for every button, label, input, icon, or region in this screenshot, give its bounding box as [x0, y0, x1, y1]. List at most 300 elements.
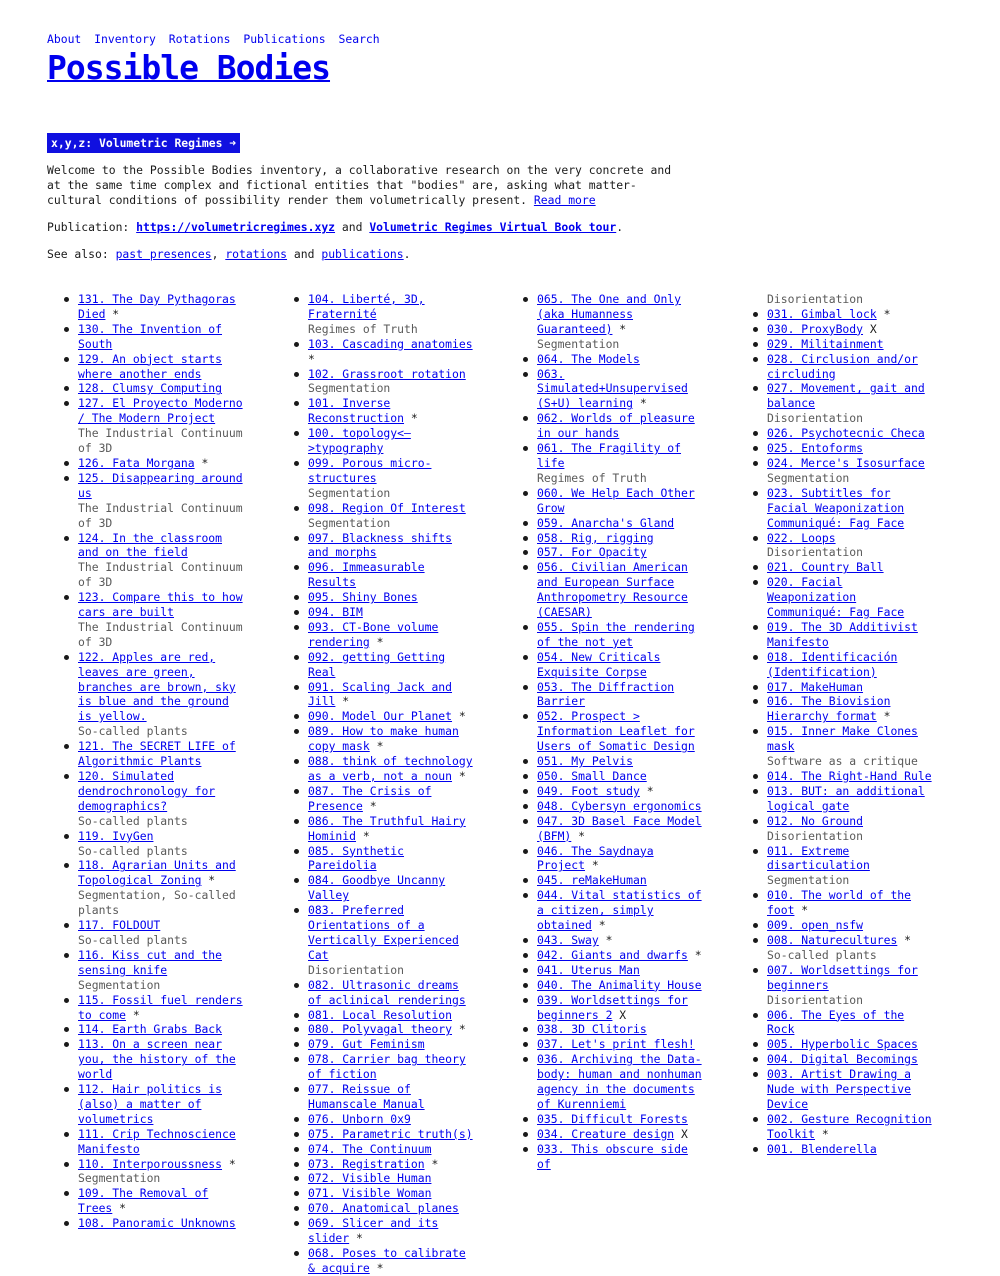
inventory-entry-link[interactable]: 124. In the classroom and on the field	[78, 530, 223, 560]
inventory-entry-link[interactable]: 108. Panoramic Unknowns	[78, 1216, 236, 1231]
inventory-entry-link[interactable]: 081. Local Resolution	[308, 1007, 453, 1022]
list-item	[78, 650, 247, 739]
list-item	[308, 1127, 477, 1142]
inventory-entry-link[interactable]: 010. The world of the foot	[767, 888, 912, 918]
inventory-entry-link[interactable]: 028. Circlusion and/or circluding	[767, 351, 918, 381]
inventory-entry-link[interactable]: 129. An object starts where another ends	[78, 351, 223, 381]
list-item	[78, 1082, 247, 1127]
intro-paragraph	[47, 163, 687, 208]
inventory-column-1	[47, 292, 247, 1231]
inventory-entry-link[interactable]: 022. Loops	[767, 530, 836, 545]
inventory-entry-link[interactable]: 074. The Continuum	[308, 1141, 432, 1156]
entry-marker: *	[105, 306, 120, 321]
inventory-entry-link[interactable]: 029. Militainment	[767, 336, 884, 351]
inventory-entry-link[interactable]: 065. The One and Only (aka Humanness Guaranteed)	[537, 292, 682, 336]
volumetric-regimes-banner[interactable]: x,y,z: Volumetric Regimes ➜	[47, 133, 240, 153]
inventory-entry-link[interactable]: 093. CT-Bone volume rendering	[308, 619, 439, 649]
inventory-entry-link[interactable]: 088. think of technology as a verb, not a noun	[308, 754, 473, 783]
inventory-list	[277, 292, 477, 1276]
entry-marker: X	[863, 321, 877, 336]
list-item	[537, 993, 706, 1023]
inventory-entry-link[interactable]: 030. ProxyBody	[767, 321, 864, 336]
list-item	[767, 1142, 936, 1157]
list-item	[767, 963, 936, 1008]
publications-link[interactable]: publications	[321, 247, 404, 261]
list-item	[537, 1037, 706, 1052]
list-item	[767, 724, 936, 769]
entry-marker: *	[876, 709, 891, 724]
list-item	[537, 799, 706, 814]
list-item	[537, 1052, 706, 1112]
entry-marker: *	[335, 694, 350, 709]
list-item	[308, 1157, 477, 1172]
list-item	[308, 1022, 477, 1037]
inventory-entry-link[interactable]: 120. Simulated dendrochronology for demographics?	[78, 769, 216, 813]
inventory-entry-link[interactable]: 009. open_nsfw	[767, 918, 864, 933]
inventory-entry-link[interactable]: 027. Movement, gait and balance	[767, 381, 925, 411]
inventory-entry-link[interactable]: 014. The Right-Hand Rule	[767, 769, 932, 783]
inventory-entry-link[interactable]: 125. Disappearing around us	[78, 470, 243, 500]
list-item	[767, 531, 936, 561]
inventory-entry-link[interactable]: 098. Region Of Interest	[308, 500, 466, 515]
inventory-entry-link[interactable]: 095. Shiny Bones	[308, 590, 418, 605]
list-item	[308, 396, 477, 426]
nav-search[interactable]: Search	[338, 32, 380, 46]
inventory-entry-link[interactable]: 070. Anatomical planes	[308, 1201, 459, 1216]
list-item	[537, 680, 706, 710]
inventory-entry-link[interactable]: 117. FOLDOUT	[78, 918, 161, 933]
list-item	[78, 858, 247, 918]
list-item	[308, 754, 477, 784]
inventory-entry-link[interactable]: 056. Civilian American and European Surface Anthropometry Resource (CAESAR)	[537, 560, 688, 620]
inventory-entry-link[interactable]: 024. Merce's Isosurface	[767, 455, 925, 470]
past-presences-link[interactable]: past presences	[115, 247, 212, 261]
list-item	[767, 426, 936, 441]
entry-category: Segmentation	[537, 336, 620, 351]
inventory-entry-link[interactable]: 094. BIM	[308, 605, 363, 620]
list-item-category: Disorientation	[767, 292, 864, 306]
entry-category: Segmentation	[767, 470, 850, 485]
inventory-entry-link[interactable]: 040. The Animality House	[537, 977, 702, 992]
inventory-entry-link[interactable]: 020. Facial Weaponization Communiqué: Fag Face	[767, 575, 905, 620]
nav-publications[interactable]: Publications	[243, 32, 326, 46]
entry-marker: *	[452, 709, 466, 724]
list-item	[308, 1246, 477, 1276]
entry-marker: *	[222, 1156, 236, 1171]
entry-marker: X	[674, 1126, 688, 1141]
list-item	[537, 486, 706, 516]
list-item	[537, 1127, 706, 1142]
inventory-entry-link[interactable]: 080. Polyvagal theory	[308, 1022, 453, 1037]
inventory-entry-link[interactable]: 039. Worldsettings for beginners 2	[537, 992, 688, 1022]
inventory-entry-link[interactable]: 096. Immeasurable Results	[308, 560, 425, 590]
list-item	[767, 381, 936, 426]
see-also-sep1: ,	[211, 247, 226, 261]
list-item	[537, 948, 706, 963]
list-item	[308, 1186, 477, 1201]
list-item	[308, 1037, 477, 1052]
inventory-entry-link[interactable]: 112. Hair politics is (also) a matter of volumetrics	[78, 1082, 223, 1126]
entry-marker: *	[897, 932, 912, 947]
inventory-entry-link[interactable]: 087. The Crisis of Presence	[308, 783, 432, 813]
list-item	[308, 1142, 477, 1157]
inventory-entry-link[interactable]: 104. Liberté, 3D, Fraternité	[308, 292, 425, 321]
inventory-entry-link[interactable]: 127. El Proyecto Moderno / The Modern Project	[78, 396, 243, 426]
inventory-entry-link[interactable]: 019. The 3D Additivist Manifesto	[767, 619, 918, 649]
entry-category: Software as a critique	[767, 754, 918, 769]
list-item	[78, 948, 247, 993]
list-item	[78, 829, 247, 859]
inventory-entry-link[interactable]: 034. Creature design	[537, 1126, 675, 1141]
list-item	[537, 933, 706, 948]
list-item	[767, 352, 936, 382]
list-item	[767, 322, 936, 337]
entry-marker: *	[452, 769, 466, 783]
list-item	[767, 337, 936, 352]
inventory-entry-link[interactable]: 100. topology<–>typography	[308, 426, 411, 456]
entry-category: Disorientation	[767, 545, 864, 560]
list-item	[78, 322, 247, 352]
inventory-entry-link[interactable]: 037. Let's print flesh!	[537, 1037, 695, 1052]
inventory-entry-link[interactable]: 119. IvyGen	[78, 828, 154, 843]
list-item	[537, 1022, 706, 1037]
list-item	[537, 367, 706, 412]
site-title	[47, 46, 330, 90]
nav-about[interactable]: About	[47, 32, 82, 46]
inventory-entry-link[interactable]: 068. Poses to calibrate & acquire	[308, 1246, 466, 1275]
inventory-entry-link[interactable]: 075. Parametric truth(s)	[308, 1126, 473, 1141]
inventory-entry-link[interactable]: 055. Spin the rendering of the not yet	[537, 619, 695, 649]
list-item	[78, 1157, 247, 1187]
list-item	[537, 292, 706, 352]
entry-marker: *	[369, 634, 384, 649]
entry-category: Regimes of Truth	[537, 470, 647, 485]
list-item	[767, 1052, 936, 1067]
list-item	[308, 531, 477, 561]
entry-category: So-called plants	[78, 932, 188, 947]
inventory-entry-link[interactable]: 002. Gesture Recognition Toolkit	[767, 1111, 932, 1141]
entry-category: Disorientation	[767, 828, 864, 843]
inventory-list	[47, 292, 247, 1231]
list-item	[767, 933, 936, 963]
inventory-entry-link[interactable]: 046. The Saydnaya Project	[537, 843, 654, 873]
list-item	[537, 709, 706, 754]
entry-category: So-called plants	[78, 813, 188, 828]
inventory-entry-link[interactable]: 101. Inverse Reconstruction	[308, 396, 405, 426]
list-item	[78, 1186, 247, 1216]
list-item	[537, 352, 706, 367]
list-item	[78, 1127, 247, 1157]
inventory-entry-link[interactable]: 077. Reissue of Humanscale Manual	[308, 1082, 425, 1111]
entry-category: Disorientation	[767, 992, 864, 1007]
entry-marker: *	[794, 903, 809, 918]
list-item	[308, 590, 477, 605]
inventory-entry-link[interactable]: 078. Carrier bag theory of fiction	[308, 1052, 466, 1082]
inventory-entry-link[interactable]: 016. The Biovision Hierarchy format	[767, 694, 891, 724]
inventory-entry-link[interactable]: 048. Cybersyn ergonomics	[537, 798, 702, 813]
entry-marker: *	[815, 1126, 829, 1141]
inventory-entry-link[interactable]: 052. Prospect > Information Leaflet for Users of Somatic Design	[537, 709, 695, 754]
inventory-entry-link[interactable]: 076. Unborn 0x9	[308, 1111, 411, 1126]
entry-category: The Industrial Continuum of 3D	[78, 619, 243, 649]
list-item	[767, 650, 936, 680]
inventory-entry-link[interactable]: 089. How to make human copy mask	[308, 724, 459, 754]
intro-text: Welcome to the Possible Bodies inventory, a collaborative research on the very concrete and at the same time complex and fictional entities that "bodies" are, asking what matter-cultural conditions of possibility render them volumetrically present.	[47, 163, 672, 207]
inventory-entry-link[interactable]: 073. Registration	[308, 1156, 425, 1171]
list-item	[308, 873, 477, 903]
entry-category: So-called plants	[767, 947, 877, 962]
inventory-entry-link[interactable]: 008. Naturecultures	[767, 932, 898, 947]
read-more-link[interactable]: Read more	[533, 192, 596, 207]
entry-category: Segmentation	[78, 1171, 161, 1186]
inventory-entry-link[interactable]: 038. 3D Clitoris	[537, 1022, 647, 1037]
list-item	[537, 784, 706, 799]
inventory-entry-link[interactable]: 035. Difficult Forests	[537, 1111, 688, 1126]
inventory-entry-link[interactable]: 069. Slicer and its slider	[308, 1216, 439, 1246]
inventory-entry-link[interactable]: 082. Ultrasonic dreams of aclinical renderings	[308, 977, 466, 1007]
list-item	[308, 814, 477, 844]
list-item	[767, 1008, 936, 1038]
nav-inventory[interactable]: Inventory	[94, 32, 156, 46]
inventory-entry-link[interactable]: 017. MakeHuman	[767, 679, 864, 694]
inventory-entry-link[interactable]: 033. This obscure side of	[537, 1141, 688, 1171]
inventory-list	[736, 307, 936, 1157]
inventory-entry-link[interactable]: 006. The Eyes of the Rock	[767, 1007, 905, 1037]
entry-category: Segmentation	[78, 977, 161, 992]
list-item	[78, 456, 247, 471]
list-item	[78, 739, 247, 769]
list-item	[308, 337, 477, 367]
list-item	[767, 844, 936, 889]
entry-marker: *	[612, 321, 627, 336]
inventory-entry-link[interactable]: 083. Preferred Orientations of a Vertically Experienced Cat	[308, 903, 459, 962]
inventory-entry-link[interactable]: 003. Artist Drawing a Nude with Perspective Device	[767, 1067, 912, 1111]
list-item	[767, 680, 936, 695]
inventory-entry-link[interactable]: 050. Small Dance	[537, 769, 647, 783]
list-item	[537, 1112, 706, 1127]
list-item	[308, 844, 477, 874]
inventory-entry-link[interactable]: 013. BUT: an additional logical gate	[767, 783, 925, 813]
list-item	[308, 560, 477, 590]
list-item	[308, 1052, 477, 1082]
list-item	[308, 1112, 477, 1127]
list-item	[537, 560, 706, 620]
inventory-column-4	[736, 292, 936, 1157]
list-item	[767, 307, 936, 322]
list-item	[767, 814, 936, 844]
inventory-entry-link[interactable]: 044. Vital statistics of a citizen, simply obtained	[537, 888, 702, 933]
list-item	[537, 978, 706, 993]
entry-category: Segmentation, So-called plants	[78, 888, 236, 918]
inventory-entry-link[interactable]: 102. Grassroot rotation	[308, 366, 466, 381]
inventory-entry-link[interactable]: 109. The Removal of Trees	[78, 1186, 209, 1216]
see-also-end: .	[403, 247, 411, 261]
inventory-entry-link[interactable]: 122. Apples are red, leaves are green, branches are brown, sky is blue and the ground is yellow.	[78, 649, 236, 724]
inventory-entry-link[interactable]: 057. For Opacity	[537, 545, 647, 560]
list-item	[308, 724, 477, 754]
inventory-entry-link[interactable]: 049. Foot study	[537, 783, 640, 798]
entry-category: So-called plants	[78, 843, 188, 858]
inventory-entry-link[interactable]: 063. Simulated+Unsupervised (S+U) learning	[537, 366, 688, 411]
inventory-entry-link[interactable]: 060. We Help Each Other Grow	[537, 485, 695, 515]
list-item	[537, 963, 706, 978]
inventory-entry-link[interactable]: 086. The Truthful Hairy Hominid	[308, 813, 466, 843]
list-item	[767, 918, 936, 933]
entry-marker: *	[591, 918, 606, 933]
list-item	[767, 1037, 936, 1052]
list-item	[308, 978, 477, 1008]
list-item	[308, 456, 477, 501]
list-item	[767, 888, 936, 918]
inventory-column-2	[277, 292, 477, 1276]
list-item	[78, 396, 247, 456]
inventory-entry-link[interactable]: 005. Hyperbolic Spaces	[767, 1037, 918, 1052]
inventory-entry-link[interactable]: 079. Gut Feminism	[308, 1037, 425, 1052]
entry-category: Segmentation	[308, 515, 391, 530]
entry-marker: *	[369, 1260, 384, 1275]
entry-marker: *	[362, 798, 377, 813]
entry-marker: *	[126, 1007, 140, 1022]
inventory-entry-link[interactable]: 041. Uterus Man	[537, 962, 640, 977]
inventory-entry-link[interactable]: 047. 3D Basel Face Model (BFM)	[537, 813, 702, 843]
entry-category: So-called plants	[78, 724, 188, 739]
inventory-entry-link[interactable]: 131. The Day Pythagoras Died	[78, 292, 236, 321]
inventory-entry-link[interactable]: 090. Model Our Planet	[308, 709, 453, 724]
list-item	[78, 590, 247, 650]
nav-rotations[interactable]: Rotations	[168, 32, 231, 46]
inventory-entry-link[interactable]: 026. Psychotecnic Checa	[767, 426, 925, 441]
inventory-entry-link[interactable]: 071. Visible Woman	[308, 1186, 432, 1201]
inventory-entry-link[interactable]: 021. Country Ball	[767, 560, 884, 575]
list-item	[308, 903, 477, 978]
list-item	[308, 501, 477, 531]
inventory-entry-link[interactable]: 058. Rig, rigging	[537, 530, 654, 545]
entry-category: Segmentation	[308, 485, 391, 500]
inventory-entry-link[interactable]: 025. Entoforms	[767, 441, 864, 456]
inventory-entry-link[interactable]: 111. Crip Technoscience Manifesto	[78, 1126, 236, 1156]
list-item	[78, 1216, 247, 1231]
list-item	[537, 441, 706, 486]
list-item	[78, 381, 247, 396]
list-item	[767, 441, 936, 456]
inventory-entry-link[interactable]: 001. Blenderella	[767, 1141, 877, 1156]
volumetricregimes-link[interactable]: https://volumetricregimes.xyz	[136, 220, 336, 234]
entry-marker: *	[308, 351, 315, 366]
virtual-book-tour-link[interactable]: Volumetric Regimes Virtual Book tour	[369, 220, 617, 234]
list-item	[308, 650, 477, 680]
see-also-sep2: and	[287, 247, 322, 261]
list-item	[308, 1171, 477, 1186]
list-item	[537, 411, 706, 441]
inventory-entry-link[interactable]: 054. New Criticals Exquisite Corpse	[537, 649, 661, 679]
inventory-entry-link[interactable]: 061. The Fragility of life	[537, 441, 682, 470]
inventory-entry-link[interactable]: 059. Anarcha's Gland	[537, 515, 675, 530]
inventory-entry-link[interactable]: 051. My Pelvis	[537, 754, 634, 769]
inventory-entry-link[interactable]: 123. Compare this to how cars are built	[78, 590, 243, 620]
publication-and: and	[335, 220, 370, 234]
entry-category: The Industrial Continuum of 3D	[78, 560, 243, 590]
list-item	[537, 888, 706, 933]
list-item	[537, 873, 706, 888]
inventory-entry-link[interactable]: 015. Inner Make Clones mask	[767, 724, 918, 754]
inventory-entry-link[interactable]: 121. The SECRET LIFE of Algorithmic Plants	[78, 739, 236, 769]
inventory-entry-link[interactable]: 115. Fossil fuel renders to come	[78, 992, 243, 1022]
see-also-line	[47, 247, 411, 262]
list-item	[78, 471, 247, 531]
list-item	[767, 1067, 936, 1112]
list-item	[767, 560, 936, 575]
inventory-entry-link[interactable]: 110. Interporoussness	[78, 1156, 223, 1171]
list-item	[537, 754, 706, 769]
inventory-entry-link[interactable]: 130. The Invention of South	[78, 321, 223, 351]
inventory-entry-link[interactable]: 114. Earth Grabs Back	[78, 1022, 223, 1037]
inventory-entry-link[interactable]: 043. Sway	[537, 932, 599, 947]
inventory-entry-link[interactable]: 072. Visible Human	[308, 1171, 432, 1186]
inventory-entry-link[interactable]: 004. Digital Becomings	[767, 1052, 918, 1067]
list-item	[767, 575, 936, 620]
rotations-link[interactable]: rotations	[225, 247, 288, 261]
list-item	[78, 292, 247, 322]
inventory-entry-link[interactable]: 042. Giants and dwarfs	[537, 947, 688, 962]
inventory-entry-link[interactable]: 116. Kiss cut and the sensing knife	[78, 947, 223, 977]
publication-label: Publication:	[47, 220, 137, 234]
inventory-entry-link[interactable]: 007. Worldsettings for beginners	[767, 962, 918, 992]
list-item	[308, 784, 477, 814]
entry-category: Segmentation	[308, 381, 391, 396]
list-item	[767, 769, 936, 784]
inventory-entry-link[interactable]: 018. Identificación (Identification)	[767, 649, 898, 679]
inventory-entry-link[interactable]: 053. The Diffraction Barrier	[537, 679, 675, 709]
list-item	[767, 456, 936, 486]
entry-marker: *	[194, 455, 209, 470]
inventory-entry-link[interactable]: 103. Cascading anatomies	[308, 336, 473, 351]
entry-marker: *	[424, 1156, 439, 1171]
inventory-columns	[47, 292, 967, 1275]
inventory-entry-link[interactable]: 012. No Ground	[767, 813, 864, 828]
inventory-entry-link[interactable]: 085. Synthetic Pareidolia	[308, 843, 405, 873]
list-item	[767, 694, 936, 724]
list-item	[537, 844, 706, 874]
inventory-entry-link[interactable]: 091. Scaling Jack and Jill	[308, 679, 453, 709]
inventory-entry-link[interactable]: 099. Porous micro-structures	[308, 455, 432, 485]
inventory-entry-link[interactable]: 023. Subtitles for Facial Weaponization Communiqué: Fag Face	[767, 485, 905, 530]
inventory-entry-link[interactable]: 128. Clumsy Computing	[78, 381, 223, 396]
inventory-entry-link[interactable]: 097. Blackness shifts and morphs	[308, 530, 453, 560]
inventory-entry-link[interactable]: 126. Fata Morgana	[78, 455, 195, 470]
entry-marker: *	[112, 1201, 127, 1216]
inventory-entry-link[interactable]: 084. Goodbye Uncanny Valley	[308, 873, 446, 903]
list-item	[537, 814, 706, 844]
list-item	[767, 620, 936, 650]
inventory-entry-link[interactable]: 045. reMakeHuman	[537, 873, 647, 888]
publication-end: .	[616, 220, 624, 234]
site-title-link[interactable]: Possible Bodies	[47, 48, 331, 87]
list-item	[308, 680, 477, 710]
inventory-entry-link[interactable]: 092. getting Getting Real	[308, 649, 446, 679]
inventory-entry-link[interactable]: 011. Extreme disarticulation	[767, 843, 870, 873]
inventory-entry-link[interactable]: 031. Gimbal lock	[767, 306, 877, 321]
entry-marker: X	[612, 1007, 627, 1022]
inventory-entry-link[interactable]: 118. Agrarian Units and Topological Zoning	[78, 858, 236, 888]
entry-marker: *	[201, 873, 216, 888]
inventory-entry-link[interactable]: 062. Worlds of pleasure in our hands	[537, 411, 695, 441]
list-item	[308, 709, 477, 724]
list-item	[767, 1112, 936, 1142]
inventory-entry-link[interactable]: 113. On a screen near you, the history of the world	[78, 1037, 236, 1082]
list-item	[308, 292, 477, 337]
inventory-entry-link[interactable]: 064. The Models	[537, 351, 640, 366]
inventory-entry-link[interactable]: 036. Archiving the Data-body: human and nonhuman agency in the documents of Kurenniemi	[537, 1052, 702, 1111]
